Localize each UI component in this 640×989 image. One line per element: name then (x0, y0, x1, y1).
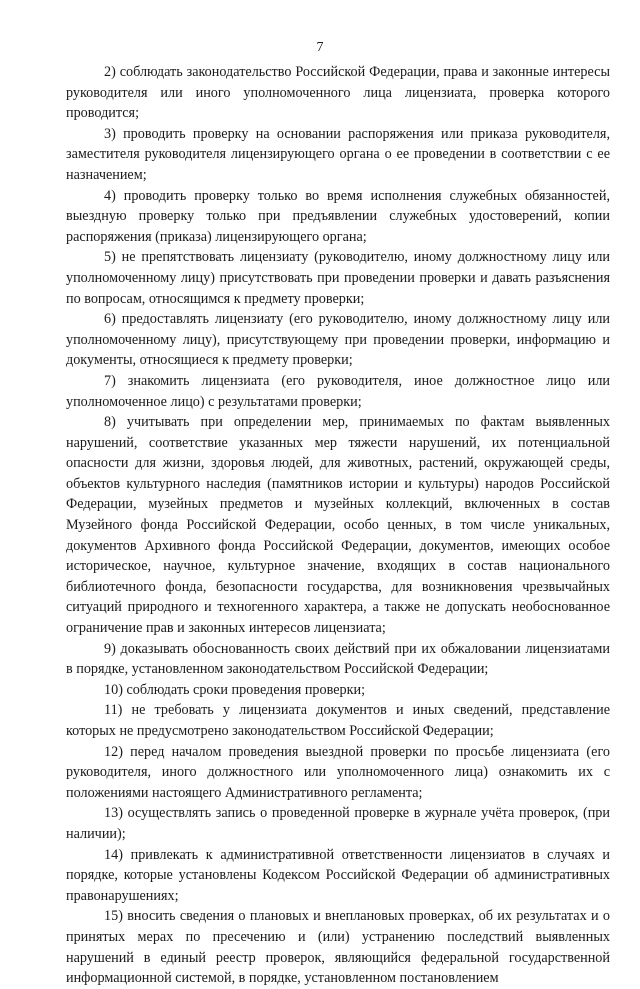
paragraph-item-12: 12) перед началом проведения выездной проверки по просьбе лицензиата (его руководителя, иного должностного или уполномоченного лица) ознакомить их с положениями настоящего Административного регламента; (66, 743, 610, 801)
paragraph-item-5: 5) не препятствовать лицензиату (руководителю, иному должностному лицу или уполномоченному лицу) присутствовать при проведении проверки и давать разъяснения по вопросам, относящимся к предмету проверки; (66, 249, 610, 307)
paragraph-item-9: 9) доказывать обоснованность своих действий при их обжаловании лицензиатами в порядке, установленном законодательством Российской Федерации; (66, 640, 610, 678)
paragraph-item-3: 3) проводить проверку на основании распоряжения или приказа руководителя, заместителя руководителя лицензирующего органа о ее проведении в соответствии с ее назначением; (66, 125, 610, 183)
paragraph-item-8: 8) учитывать при определении мер, принимаемых по фактам выявленных нарушений, соответствие указанных мер тяжести нарушений, их потенциальной опасности для жизни, здоровья людей, для животных, растений, окружающей среды, объектов культурного наследия (памятников истории и культуры) народов Российской Федерации, музейных предметов и музейных коллекций, включенных в состав Музейного фонда Российской Федерации, особо ценных, в том числе уникальных, документов Архивного фонда Российской Федерации, документов, имеющих особое историческое, научное, культурное значение, входящих в состав национального библиотечного фонда, безопасности государства, для возникновения чрезвычайных ситуаций природного и техногенного характера, а также не допускать необоснованное ограничение прав и законных интересов лицензиата; (66, 414, 610, 637)
paragraph-item-6: 6) предоставлять лицензиату (его руководителю, иному должностному лицу или уполномоченному лицу), присутствующему при проведении проверки, информацию и документы, относящиеся к предмету проверки; (66, 311, 610, 369)
paragraph-item-2: 2) соблюдать законодательство Российской Федерации, права и законные интересы руководителя или иного уполномоченного лица лицензиата, проверка которого проводится; (66, 64, 610, 122)
paragraph-item-15: 15) вносить сведения о плановых и внеплановых проверках, об их результатах и о принятых мерах по пресечению и (или) устранению последствий выявленных нарушений в единый реестр проверок, являющийся федеральной государственной информационной системой, в порядке, установленном постановлением (66, 908, 610, 987)
document-body (66, 62, 610, 989)
paragraph-item-7: 7) знакомить лицензиата (его руководителя, иное должностное лицо или уполномоченное лицо) с результатами проверки; (66, 372, 610, 410)
paragraph-item-10: 10) соблюдать сроки проведения проверки; (104, 681, 366, 698)
paragraph-item-13: 13) осуществлять запись о проведенной проверке в журнале учёта проверок, (при наличии); (66, 805, 610, 842)
paragraph-item-14: 14) привлекать к административной ответственности лицензиатов в случаях и порядке, которые установлены Кодексом Российской Федерации об административных правонарушениях; (66, 846, 610, 904)
page-number: 7 (316, 40, 324, 55)
paragraph-item-4: 4) проводить проверку только во время исполнения служебных обязанностей, выездную проверку только при предъявлении служебных удостоверений, копии распоряжения (приказа) лицензирующего органа; (66, 187, 610, 245)
paragraph-item-11: 11) не требовать у лицензиата документов и иных сведений, представление которых не предусмотрено законодательством Российской Федерации; (66, 702, 610, 739)
